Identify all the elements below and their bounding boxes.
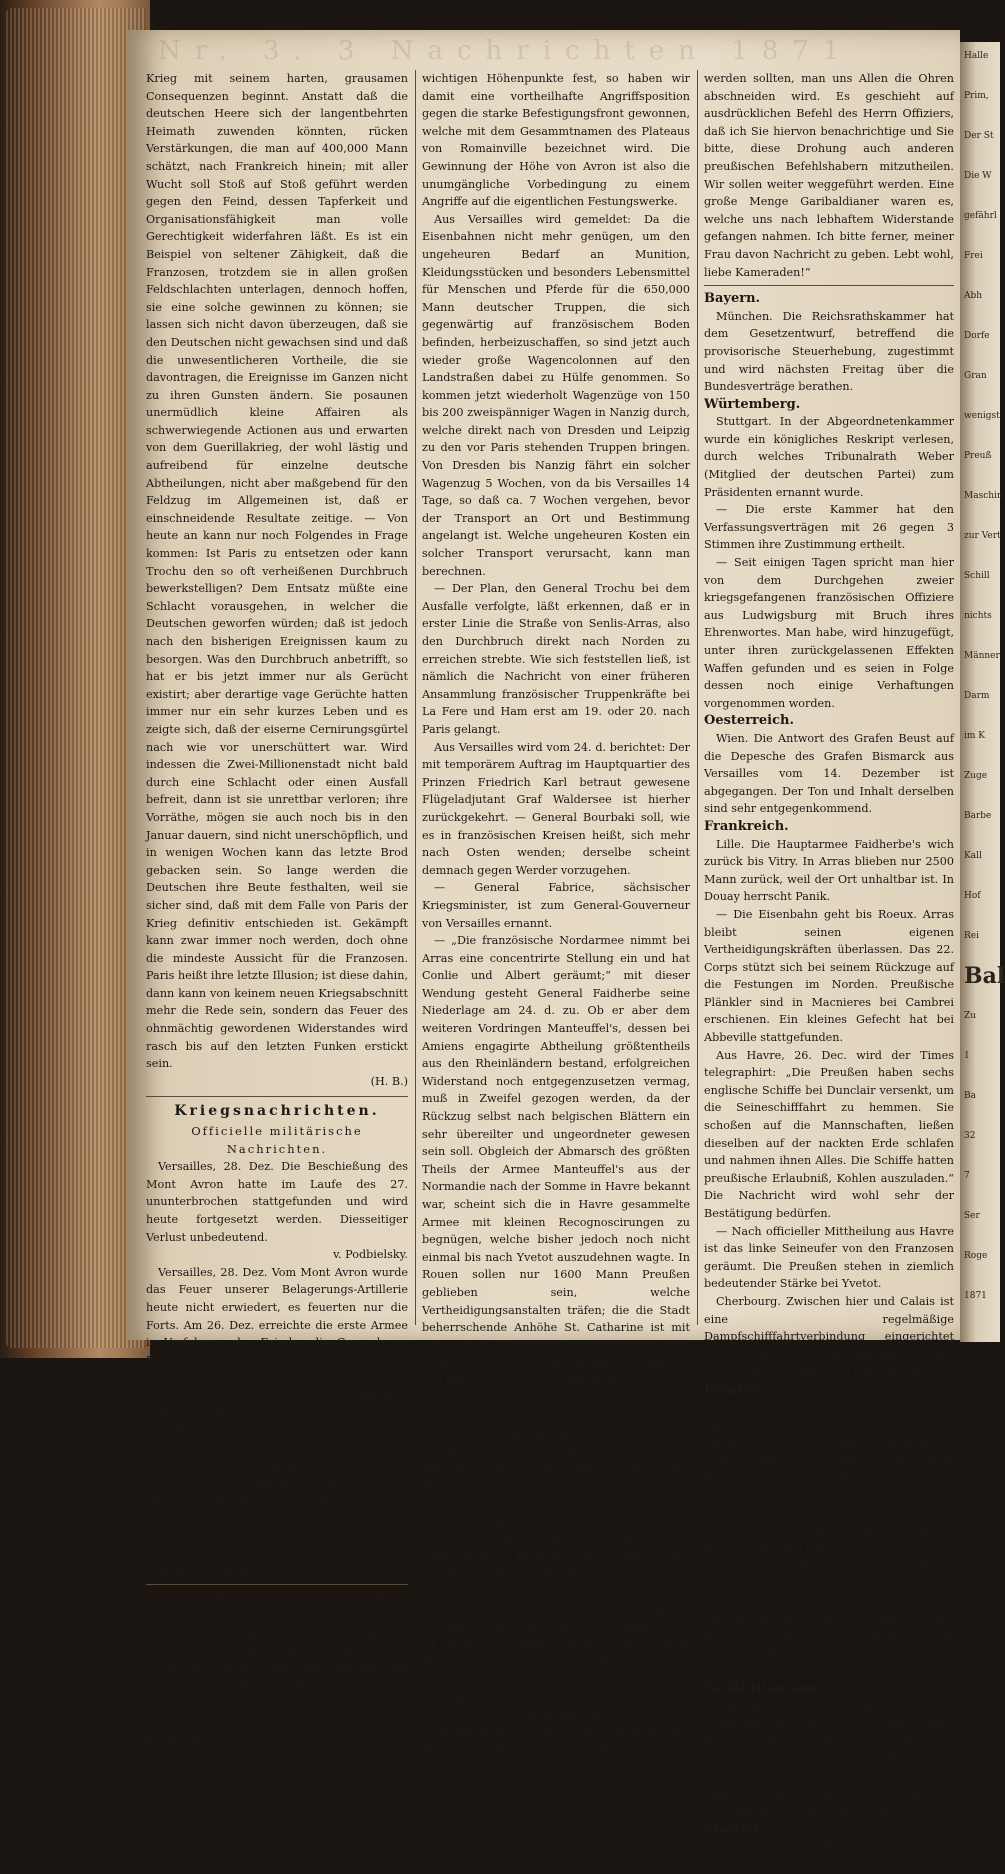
article-paragraph: — Die 15- bis 16,000 Mann, deren Ankunft in Sedan vor einigen Tagen gemeldet wurde, scheinen für die Belagerung von Mezieres bestimmt zu sein. Dieselben sollen 80 Kanonen mit sich führen, und das Bombardement der Stadt schon begonnen haben. Am 24. d. fanden in der Umgegend von Mezieres mehrere Gefechte Statt.: [422, 1391, 690, 1528]
next-page-fragment: 7: [964, 1171, 970, 1181]
article-paragraph: — General Fabrice, sächsischer Kriegsminister, ist zum General-Gouverneur von Versailles ernannt.: [422, 881, 690, 930]
article-paragraph: Brüssel. Die „Liberte“ berichtet, daß der Papst den neutralen Mächten eine Vermittlung zwischen den Kriegführenden vorgeschlagen hat zu dem Zwecke, einem Kriege, welcher die Welt in Schrecken setzt, Einhalt zu thun.: [704, 1400, 954, 1502]
next-page-edge: [960, 42, 1005, 1342]
next-page-fragment: Maschin: [964, 491, 1003, 501]
next-page-fragment: Kall: [964, 851, 982, 861]
article-paragraph: — Der Plan, den General Trochu bei dem Ausfalle verfolgte, läßt erkennen, daß er in erster Linie die Straße von Senlis-Arras, also den Durchbruch direkt nach Norden zu erreichen strebte. Wie sich feststellen ließ, ist nämlich die Nachricht von einer früheren Ansammlung französischer Truppenkräfte bei La Fere und Ham erst am 19. oder 20. nach Paris gelangt.: [422, 582, 690, 736]
next-page-fragment: Roge: [964, 1251, 988, 1261]
column-rule: [697, 70, 698, 1325]
newspaper-page: [128, 30, 960, 1871]
country-heading: [704, 1680, 954, 1698]
article-paragraph: Lille. Die Hauptarmee Faidherbe's wich zurück bis Vitry. In Arras blieben nur 2500 Mann zurück, weil der Ort unhaltbar ist. In Douay herrscht Panik.: [704, 837, 954, 904]
next-page-fragment: im K: [964, 731, 985, 741]
next-page-fragment: Ba: [964, 1091, 976, 1101]
article-paragraph: — Ueber die Beschießung des Mont Avron sagt die „Kreuzzeitung“: Die Vertreibung des Feindes vom Mont Avron ist der nächste Zweck dieses Vorgehens. Gelingt sie, so haben wir unserer Einschließungslinie im Osten eine größere Sicherheit gewonnen. Setzen wir uns selbst, trotz des dann in volle Wirksamkeit tretenden Feuers der dahinter gelegenen Forts, auf dem: [146, 1591, 408, 1746]
country-title-oesterreich: Oesterreich.: [704, 713, 794, 729]
section-subheading: Officielle militärische Nachrichten.: [191, 1124, 363, 1156]
next-page-fragment: Abh: [964, 291, 983, 301]
next-page-fragment: Rei: [964, 931, 979, 941]
divider: [146, 1584, 408, 1585]
next-page-fragment: Der St: [964, 131, 994, 141]
section-heading: Kriegsnachrichten.: [146, 1096, 408, 1121]
next-page-fragment: Zuge: [964, 771, 988, 781]
page-stack-edges: [6, 8, 146, 1348]
article-paragraph: Aus Versailles wird gemeldet: Da die Eisenbahnen nicht mehr genügen, um den ungeheuren Bedarf an Munition, Kleidungsstücken und besonders Lebensmittel für Menschen und Pferde für die 650,000 Mann deutscher Truppen, die sich gegenwärtig auf französischem Boden befinden, herbeizuschaffen, so sind jetzt auch wieder große Wagencolonnen auf den Landstraßen dabei zu Hülfe genommen. So kommen jetzt wiederholt Wagenzüge von 150 bis 200 zweispänniger Wagen in Nanzig durch, welche direkt nach von Dresden und Leipzig zu den vor Paris stehenden Truppen bringen. Von Dresden bis Nanzig fährt ein solcher Wagenzug 5 Wochen, von da bis Versailles 14 Tage, so daß ca. 7 Wochen vergehen, bevor der Transport an Ort und Bestimmung angelangt ist. Welche ungeheuren Kosten ein solcher Transport verursacht, kann man berechnen.: [422, 212, 690, 578]
next-page-fragment: Die W: [964, 171, 992, 181]
article-paragraph: Stuttgart. In der Abgeordnetenkammer wurde ein königliches Reskript verlesen, durch welches Tribunalrath Weber (Mitglied der deutschen Partei) zum Präsidenten ernannt wurde.: [704, 415, 954, 499]
article-paragraph: München. Die Reichsrathskammer hat dem Gesetzentwurf, betreffend die provisorische Steuerhebung, zugestimmt und wird nächsten Freitag über die Bundesverträge berathen.: [704, 309, 954, 394]
country-title-grossbritannien: Großbritannien.: [704, 1681, 822, 1697]
country-heading: [704, 1821, 954, 1839]
country-title-wuerttemberg: Würtemberg.: [704, 396, 801, 412]
next-page-fragment: gefährl: [964, 211, 997, 221]
article-paragraph: — Die „Karlsr. Ztg.“ theilt als Beweis französischer Barbarei den Brief des gefangenen Feldwebels Steinmetz mit, datirt Contrexeville, 2. Dez., an Herrn Capitän Holl, Mirecourt: „Ich bin zum Gefangenen gemacht worden, ich und die beiden Unteroffiziere und 11 Mann von meinen Leuten, nach einem Kampfe in Vittel, wo wir nur einen Verwundeten hatten, Dörn von der 3. Compagnie, welcher hier unter der Sorge eines Arztes zurückgeblieben ist. Ich benachrichtige Sie, daß, wenn von Seiten der Preußen Repressalien gegen Vittel, Contrexeville oder irgend einen anderen Ort dieser Gegend vorgenommen: [422, 1532, 690, 1792]
country-title-belgien: Belgien.: [704, 1381, 765, 1397]
next-page-fragment: Prim,: [964, 91, 989, 101]
next-page-fragment: 1: [964, 1051, 970, 1061]
article-paragraph: Aus Versailles wird vom 24. d. berichtet: Der mit temporärem Auftrag im Hauptquartier des Prinzen Friedrich Karl betraut gewesene Flügeladjutant Graf Waldersee ist hierher zurückgekehrt. — General Bourbaki soll, wie es in französischen Kreisen heißt, sich mehr nach Osten wenden; derselbe scheint demnach gegen Werder vorzugehen.: [422, 740, 690, 877]
dispatch-signature: v. Podbielsky.: [333, 1388, 408, 1402]
article-paragraph: wichtigen Höhenpunkte fest, so haben wir damit eine vortheilhafte Angriffsposition gegen die starke Befestigungsfront gewonnen, welche mit dem Gesammtnamen des Plateaus von Romainville bezeichnet wird. Die Gewinnung der Höhe von Avron ist also die unumgängliche Vorbedingung zu einem Angriffe auf die eigentlichen Festungswerke.: [422, 72, 690, 209]
article-paragraph: — Der „Standard“ meldet aus Paris vom 22. d.: „8000 blessirte Franzosen befinden sich hierorts. Die Kälte ist groß.“: [704, 1506, 954, 1555]
next-page-fragment: 1871: [964, 1291, 987, 1301]
dispatch-paragraph: Versailles, 28. Dez. Vom Mont Avron wurde das Feuer unserer Belagerungs-Artillerie heute nicht erwiedert, es feuerten nur die Forts. Am 26. Dez. erreichte die erste Armee in Verfolgung des Feindes die Gegend von Bapaume. Die Zahl der Gefangenen hat sich noch vermehrt.: [146, 1265, 408, 1385]
column-rule: [415, 70, 416, 1325]
column-2: [422, 70, 690, 1792]
article-paragraph: — Nach officieller Mittheilung aus Havre ist das linke Seineufer von den Franzosen geräumt. Die Preußen stehen in ziemlich bedeutender Stärke bei Yvetot.: [704, 1224, 954, 1291]
next-page-fragment: Preuß: [964, 451, 992, 461]
country-title-frankreich: Frankreich.: [704, 818, 789, 834]
country-heading: [704, 712, 954, 730]
article-signature: (H. B.): [370, 1074, 408, 1088]
dispatch-signature: v. Podbielsky.: [333, 1248, 408, 1262]
next-page-fragment: Barbe: [964, 811, 992, 821]
dispatch-paragraph: Dresden. Der König von Sachsen hat von dem Höchstcommandirenden des 12. (königl. sächsischen) Armeecorps, Prinzen Georg, die nachstehende telegraphische Meldung erhalten: „Le Vert-galant, 28. Dez., 9 Uhr 40 Min. Vorm. Die Beschießung des Avron wird heute fortgesetzt. Gestern andauerndes Schneegestöber. Verlust 23 Mann, worunter 6 Sachsen, Verwundete. Der commandirende General. Georg, H. z. S.“: [146, 1406, 408, 1578]
country-heading: [704, 290, 954, 308]
article-paragraph: — Die erste Kammer hat den Verfassungsverträgen mit 26 gegen 3 Stimmen ihre Zustimmung ertheilt.: [704, 503, 954, 552]
column-1: [146, 70, 408, 1746]
article-paragraph: werden sollten, man uns Allen die Ohren abschneiden wird. Es geschieht auf ausdrücklichen Befehl des Herrn Offiziers, daß ich Sie hiervon benachrichtige und Sie bitte, diese Drohung auch anderen preußischen Befehlshabern mitzutheilen. Wir sollen weiter weggeführt werden. Eine große Menge Garibaldianer waren es, welche uns nach lebhaftem Widerstande gefangen nahmen. Ich bitte ferner, meiner Frau davon Nachricht zu geben. Lebt wohl, liebe Kameraden!“: [704, 72, 954, 279]
next-page-fragment: wenigst: [964, 411, 1000, 421]
country-heading: [704, 396, 954, 414]
next-page-fragment: Halle: [964, 51, 989, 61]
article-paragraph: Wien. Die Antwort des Grafen Beust auf die Depesche des Grafen Bismarck aus Versailles vom 14. Dezember ist abgegangen. Der Ton und Inhalt derselben sind sehr entgegenkommend.: [704, 731, 954, 816]
article-paragraph: Cherbourg. Zwischen hier und Calais ist eine regelmäßige Dampfschifffahrtverbindung eingerichtet worden, um eine Verbindung zwischen der Nord- und West-Armee zu ermöglichen.: [704, 1294, 954, 1379]
next-page-fragment: Schill: [964, 571, 990, 581]
article-paragraph: — General Faidherbe hat Arras verlassen und sich auf Douai zurückgezogen. Man nimmt an, daß er Lille zur Operationsbasis machen will an Stelle von Vitry, welches zerstört worden ist. — In Masnieres (Dorf im Dep. Nord, Arrond. Cambria) sind preußische Eclaireurs erschienen.: [704, 1558, 954, 1678]
dispatch-paragraph: Versailles, 28. Dez. Die Beschießung des Mont Avron hatte im Laufe des 27. ununterbrochen stattgefunden und wird heute fortgesetzt werden. Diesseitiger Verlust unbedeutend.: [146, 1160, 408, 1244]
next-page-fragment: Zu: [964, 1011, 977, 1021]
column-3: [704, 70, 954, 1871]
country-heading: [704, 818, 954, 836]
next-page-fragment: Frei: [964, 251, 983, 261]
article-paragraph: Madrid, 28. Dec. Heute Abend 7½ Uhr haben einige Männer in der: [704, 1840, 954, 1871]
article-paragraph: — Seit einigen Tagen spricht man hier von dem Durchgehen zweier kriegsgefangenen französischen Offiziere aus Ludwigsburg mit Bruch ihres Ehrenwortes. Man habe, wird hinzugefügt, unter ihren zurückgelassenen Effekten Waffen gefunden und es seien in Folge dessen noch einige Verhaftungen vorgenommen worden.: [704, 556, 954, 710]
next-page-fragment: Männer: [964, 651, 1000, 661]
next-page-fragment: nichts: [964, 611, 992, 621]
divider: [704, 285, 954, 286]
next-page-fragment: Darm: [964, 691, 990, 701]
country-title-bayern: Bayern.: [704, 291, 761, 307]
next-page-fragment: Bal: [964, 963, 1005, 989]
article-paragraph: — Die Eisenbahn geht bis Roeux. Arras bleibt seinen eigenen Vertheidigungskräften überlassen. Das 22. Corps stützt sich bei seinem Rückzuge auf die Festungen im Norden. Preußische Plänkler sind in Macnieres bei Cambrei erschienen. Ein kleines Gefecht hat bei Abbeville stattgefunden.: [704, 907, 954, 1045]
article-paragraph: London, 27. Dec. (Telegraphisch.) Die Conferenz wird Dienstag eröffnet. Jules Favre hat das Freigeleit, das England für ihn in Versailles erbat, noch nicht erhalten. Da er nicht mehr rechtzeitig eintreffen dürfte, wird ihn der englische Geschäftsträger, Herr Tissot, vertreten.: [704, 1699, 954, 1819]
article-paragraph: — „Die französische Nordarmee nimmt bei Arras eine concentrirte Stellung ein und hat Conlie und Albert geräumt;“ mit dieser Wendung gesteht General Faidherbe seine Niederlage am 24. d. zu. Ob er aber dem weiteren Vordringen Manteuffel's, dessen bei Amiens engagirte Abtheilung größtentheils aus den Rheinländern bestand, erfolgreichen Widerstand noch entgegenzusetzen vermag, muß in Zweifel gezogen werden, da der Rückzug selbst nach belgischen Blättern ein sehr übereilter und ungeordneter gewesen sein soll. Obgleich der Abmarsch des größten Theils der Armee Manteuffel's aus der Normandie nach der Somme in Havre bekannt war, scheint sich die in Havre gesammelte Armee mit kleinen Recognoscirungen zu begnügen, welche bisher jedoch noch nicht einmal bis nach Yvetot auszudehnen wagte. In Rouen sollen nur 1600 Mann Preußen geblieben sein, welche Vertheidigungsanstalten träfen; die die Stadt beherrschende Anhöhe St. Catharine ist mit zahlreichen Kanonen besetzt, auch sind Torpidos in die Seine gelegt, um das Einlaufen von Kanonenbooten zu verhindern.: [422, 934, 690, 1387]
next-page-fragment: Gran: [964, 371, 987, 381]
next-page-fragment: 32: [964, 1131, 976, 1141]
next-page-fragment: Dorfe: [964, 331, 990, 341]
article-paragraph: Aus Havre, 26. Dec. wird der Times telegraphirt: „Die Preußen haben sechs englische Schiffe bei Dunclair versenkt, um die Seineschifffahrt zu hemmen. Sie schoßen auf die Mannschaften, ließen dieselben auf der nackten Erde schlafen und nahmen ihnen Alles. Die Schiffe hatten preußische Erlaubniß, Kohlen auszuladen.“ Die Nachricht wird wohl sehr der Bestätigung bedürfen.: [704, 1048, 954, 1220]
bleed-through-header: Nr. 3. 3 Nachrichten 1871: [158, 36, 854, 66]
next-page-fragment: zur Vert: [964, 531, 1001, 541]
next-page-fragment: Hof: [964, 891, 981, 901]
country-heading: [704, 1381, 954, 1399]
country-title-spanien: Spanien.: [704, 1821, 768, 1837]
article-paragraph: Krieg mit seinem harten, grausamen Consequenzen beginnt. Anstatt daß die deutschen Heere sich der langentbehrten Heimath zuwenden könnten, rücken Verstärkungen, die man auf 400,000 Mann schätzt, nach Frankreich hinein; mit aller Wucht soll Stoß auf Stoß geführt werden gegen den Feind, dessen Tapferkeit und Organisationsfähigkeit man volle Gerechtigkeit widerfahren läßt. Es ist ein Beispiel von seltener Zähigkeit, daß die Franzosen, trotzdem sie in allen großen Feldschlachten unterlagen, dennoch hoffen, sie eine solche gewinnen zu können; sie lassen sich nicht davon überzeugen, daß sie den Deutschen nicht gewachsen sind und daß die unwesentlicheren Vortheile, die sie davontragen, die Ereignisse im Ganzen nicht zu ihren Gunsten ändern. Sie posaunen unermüdlich kleine Affairen als schwerwiegende Actionen aus und erwarten von dem Guerillakrieg, der wohl lästig und aufreibend für einzelne deutsche Abtheilungen, nicht aber maßgebend für den Feldzug im Allgemeinen ist, daß er einschneidende Resultate zeitige. — Von heute an kann nur noch Folgendes in Frage kommen: Ist Paris zu entsetzen oder kann Trochu den so oft verheißenen Durchbruch bewerkstelligen? Dem Entsatz müßte eine Schlacht vorausgehen, in welcher die Deutschen geworfen würden; daß ist jedoch nach den bisherigen Ereignissen kaum zu besorgen. Was den Durchbruch anbetrifft, so hat er bis jetzt immer nur als Gerücht existirt; aber derartige vage Gerüchte hatten immer nur ein sehr kurzes Leben und es zeigte sich, daß der eiserne Cernirungsgürtel nach wie vor unerschüttert war. Wird indessen die Zwei-Millionenstadt nicht bald durch eine Schlacht oder einen Ausfall befreit, dann ist sie unrettbar verloren; ihre Vorräthe, mögen sie auch noch bis in den Januar dauern, sind nicht unerschöpflich, und in wenigen Wochen kann das letzte Brod gebacken sein. So lange werden die Deutschen ihre Beute festhalten, weil sie sicher sind, daß mit dem Falle von Paris der Krieg definitiv entschieden ist. Gekämpft kann zwar immer noch werden, doch ohne die mindeste Aussicht für die Franzosen. Paris heißt ihre letzte Illusion; ist diese dahin, dann kann von keinem neuen Kriegsabschnitt mehr die Rede sein, sondern das Feuer des ohnmächtig gewordenen Widerstandes wird rasch bis auf den letzten Funken erstickt sein.: [146, 72, 408, 1071]
next-page-fragment: Ser: [964, 1211, 980, 1221]
